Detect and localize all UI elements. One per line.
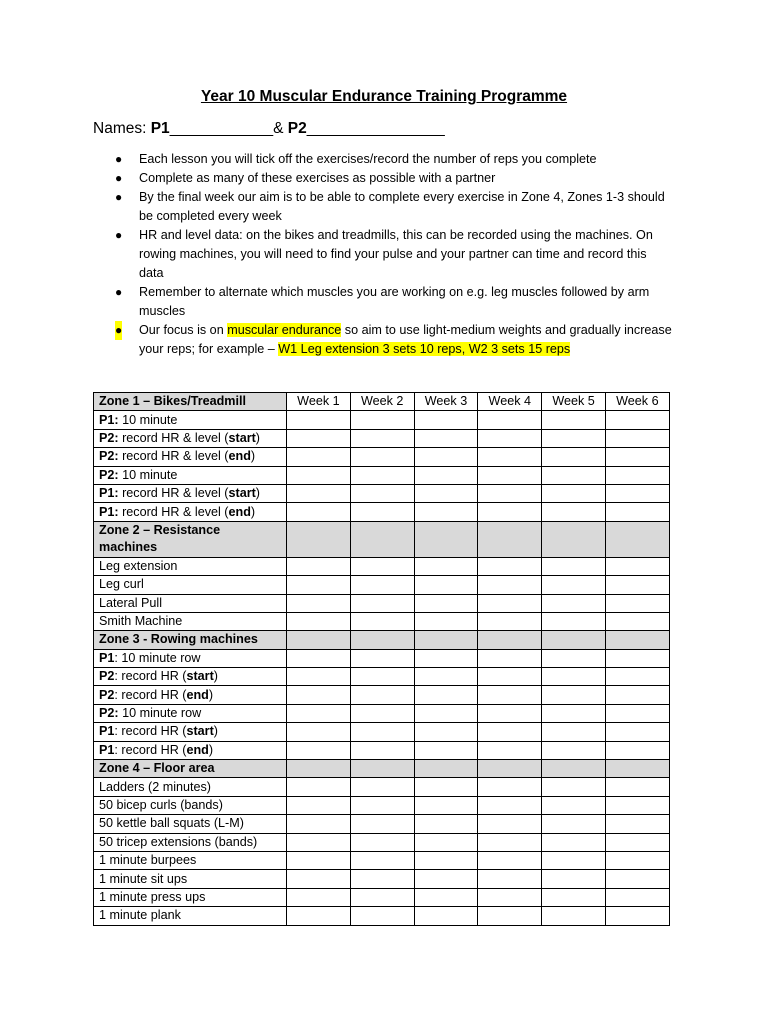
entry-cell[interactable] — [414, 851, 478, 869]
entry-cell[interactable] — [542, 851, 606, 869]
table-row — [94, 723, 670, 741]
amp: & — [273, 120, 288, 137]
entry-cell[interactable] — [542, 429, 606, 447]
entry-cell[interactable] — [414, 594, 478, 612]
exercise-label: P1: record HR & level (end) — [94, 503, 287, 521]
entry-cell[interactable] — [287, 484, 351, 502]
entry-cell[interactable] — [605, 448, 669, 466]
exercise-label: Leg extension — [94, 557, 287, 575]
exercise-label: P1: record HR (start) — [94, 723, 287, 741]
entry-cell[interactable] — [287, 888, 351, 906]
entry-cell[interactable] — [478, 576, 542, 594]
zone-cell — [542, 760, 606, 778]
entry-cell[interactable] — [287, 557, 351, 575]
zone-cell — [478, 521, 542, 557]
entry-cell[interactable] — [287, 723, 351, 741]
entry-cell[interactable] — [542, 888, 606, 906]
exercise-label: P2: record HR (end) — [94, 686, 287, 704]
entry-cell[interactable] — [287, 815, 351, 833]
entry-cell[interactable] — [478, 612, 542, 630]
entry-cell[interactable] — [287, 411, 351, 429]
table-row — [94, 503, 670, 521]
table-row — [94, 796, 670, 814]
zone-cell — [478, 631, 542, 649]
entry-cell[interactable] — [542, 594, 606, 612]
week-header: Week 2 — [350, 393, 414, 411]
bullet-icon: ● — [115, 152, 123, 166]
entry-cell[interactable] — [414, 686, 478, 704]
entry-cell[interactable] — [478, 815, 542, 833]
p1-label: P1 — [150, 120, 170, 137]
entry-cell[interactable] — [287, 503, 351, 521]
exercise-label: 50 bicep curls (bands) — [94, 796, 287, 814]
entry-cell[interactable] — [478, 741, 542, 759]
table-row — [94, 851, 670, 869]
zone-cell — [350, 521, 414, 557]
entry-cell[interactable] — [478, 778, 542, 796]
entry-cell[interactable] — [542, 796, 606, 814]
entry-cell[interactable] — [414, 907, 478, 925]
entry-cell[interactable] — [542, 907, 606, 925]
training-table — [93, 392, 670, 926]
entry-cell[interactable] — [605, 870, 669, 888]
exercise-label: P2: record HR (start) — [94, 668, 287, 686]
exercise-label: P1: 10 minute — [94, 411, 287, 429]
entry-cell[interactable] — [605, 686, 669, 704]
entry-cell[interactable] — [542, 686, 606, 704]
entry-cell[interactable] — [478, 796, 542, 814]
entry-cell[interactable] — [542, 778, 606, 796]
exercise-label: Lateral Pull — [94, 594, 287, 612]
entry-cell[interactable] — [605, 723, 669, 741]
entry-cell[interactable] — [478, 503, 542, 521]
entry-cell[interactable] — [478, 907, 542, 925]
entry-cell[interactable] — [605, 594, 669, 612]
exercise-label: 50 tricep extensions (bands) — [94, 833, 287, 851]
entry-cell[interactable] — [350, 503, 414, 521]
entry-cell[interactable] — [478, 429, 542, 447]
entry-cell[interactable] — [542, 649, 606, 667]
names-line — [93, 120, 445, 138]
week-header: Week 4 — [478, 393, 542, 411]
entry-cell[interactable] — [350, 815, 414, 833]
entry-cell[interactable] — [478, 668, 542, 686]
list-item: ● HR and level data: on the bikes and treadmills, this can be recorded using the machines. On rowing machines, you will need to find your pulse and your partner can time and record this data — [115, 228, 653, 280]
zone-title: Zone 4 – Floor area — [94, 760, 287, 778]
table-row — [94, 907, 670, 925]
entry-cell[interactable] — [350, 448, 414, 466]
zone-cell — [350, 760, 414, 778]
entry-cell[interactable] — [350, 429, 414, 447]
zone1-title: Zone 1 – Bikes/Treadmill — [94, 393, 287, 411]
entry-cell[interactable] — [287, 576, 351, 594]
entry-cell[interactable] — [478, 594, 542, 612]
entry-cell[interactable] — [542, 466, 606, 484]
entry-cell[interactable] — [287, 594, 351, 612]
table-row — [94, 778, 670, 796]
bullet-icon: ● — [115, 321, 122, 340]
entry-cell[interactable] — [414, 503, 478, 521]
entry-cell[interactable] — [350, 612, 414, 630]
exercise-label: Smith Machine — [94, 612, 287, 630]
entry-cell[interactable] — [542, 484, 606, 502]
entry-cell[interactable] — [350, 466, 414, 484]
entry-cell[interactable] — [478, 851, 542, 869]
entry-cell[interactable] — [605, 778, 669, 796]
list-item: ● Each lesson you will tick off the exercises/record the number of reps you complete — [93, 150, 673, 169]
highlight-text: W1 Leg extension 3 sets 10 reps, W2 3 sets 15 reps — [278, 342, 571, 356]
table-row — [94, 668, 670, 686]
entry-cell[interactable] — [414, 612, 478, 630]
zone-cell — [605, 631, 669, 649]
entry-cell[interactable] — [287, 870, 351, 888]
entry-cell[interactable] — [605, 704, 669, 722]
week-header: Week 6 — [605, 393, 669, 411]
entry-cell[interactable] — [478, 888, 542, 906]
entry-cell[interactable] — [605, 649, 669, 667]
table-row — [94, 411, 670, 429]
entry-cell[interactable] — [605, 815, 669, 833]
zone-cell — [414, 521, 478, 557]
entry-cell[interactable] — [605, 612, 669, 630]
exercise-label: 1 minute press ups — [94, 888, 287, 906]
entry-cell[interactable] — [605, 796, 669, 814]
table-body — [94, 411, 670, 925]
exercise-label: 1 minute burpees — [94, 851, 287, 869]
entry-cell[interactable] — [350, 851, 414, 869]
table-row — [94, 612, 670, 630]
entry-cell[interactable] — [605, 503, 669, 521]
table-row — [94, 466, 670, 484]
entry-cell[interactable] — [478, 704, 542, 722]
entry-cell[interactable] — [287, 778, 351, 796]
week-header: Week 3 — [414, 393, 478, 411]
bullet-icon: ● — [115, 228, 123, 242]
entry-cell[interactable] — [287, 429, 351, 447]
bullet-icon: ● — [115, 285, 123, 299]
table-row — [94, 888, 670, 906]
entry-cell[interactable] — [478, 484, 542, 502]
entry-cell[interactable] — [478, 448, 542, 466]
bullet-icon: ● — [115, 171, 123, 185]
exercise-label: P1: record HR & level (start) — [94, 484, 287, 502]
entry-cell[interactable] — [542, 411, 606, 429]
list-item: ● Remember to alternate which muscles you are working on e.g. leg muscles followed by arm muscles — [115, 285, 650, 318]
table-row — [94, 429, 670, 447]
exercise-label: 1 minute plank — [94, 907, 287, 925]
p1-blank: ____________ — [169, 120, 274, 137]
entry-cell[interactable] — [478, 870, 542, 888]
entry-cell[interactable] — [542, 557, 606, 575]
entry-cell[interactable] — [414, 429, 478, 447]
bullet-icon: ● — [115, 190, 123, 204]
zone-title: Zone 2 – Resistance machines — [94, 521, 287, 557]
entry-cell[interactable] — [287, 448, 351, 466]
highlight-text: muscular endurance — [227, 323, 342, 337]
entry-cell[interactable] — [414, 466, 478, 484]
entry-cell[interactable] — [414, 815, 478, 833]
exercise-label: 50 kettle ball squats (L-M) — [94, 815, 287, 833]
entry-cell[interactable] — [287, 668, 351, 686]
entry-cell[interactable] — [478, 411, 542, 429]
entry-cell[interactable] — [605, 851, 669, 869]
entry-cell[interactable] — [414, 557, 478, 575]
entry-cell[interactable] — [350, 870, 414, 888]
entry-cell[interactable] — [414, 448, 478, 466]
table-row — [94, 649, 670, 667]
names-label: Names: — [93, 120, 147, 137]
zone-cell — [287, 631, 351, 649]
entry-cell[interactable] — [350, 557, 414, 575]
entry-cell[interactable] — [605, 429, 669, 447]
entry-cell[interactable] — [350, 649, 414, 667]
entry-cell[interactable] — [542, 503, 606, 521]
zone-header-row — [94, 521, 670, 557]
entry-cell[interactable] — [478, 723, 542, 741]
entry-cell[interactable] — [350, 888, 414, 906]
zone-cell — [542, 631, 606, 649]
entry-cell[interactable] — [542, 668, 606, 686]
entry-cell[interactable] — [542, 704, 606, 722]
table-row — [94, 448, 670, 466]
entry-cell[interactable] — [350, 778, 414, 796]
table-row — [94, 870, 670, 888]
zone-header-row — [94, 631, 670, 649]
entry-cell[interactable] — [350, 594, 414, 612]
entry-cell[interactable] — [478, 649, 542, 667]
entry-cell[interactable] — [287, 686, 351, 704]
entry-cell[interactable] — [287, 704, 351, 722]
week-header: Week 1 — [287, 393, 351, 411]
entry-cell[interactable] — [287, 851, 351, 869]
table-row — [94, 704, 670, 722]
zone-cell — [542, 521, 606, 557]
entry-cell[interactable] — [478, 557, 542, 575]
exercise-label: P2: 10 minute — [94, 466, 287, 484]
entry-cell[interactable] — [350, 741, 414, 759]
entry-cell[interactable] — [605, 557, 669, 575]
entry-cell[interactable] — [287, 833, 351, 851]
entry-cell[interactable] — [287, 796, 351, 814]
entry-cell[interactable] — [478, 686, 542, 704]
entry-cell[interactable] — [414, 484, 478, 502]
zone-cell — [350, 631, 414, 649]
table-row — [94, 741, 670, 759]
entry-cell[interactable] — [414, 668, 478, 686]
entry-cell[interactable] — [414, 888, 478, 906]
entry-cell[interactable] — [478, 833, 542, 851]
zone-cell — [478, 760, 542, 778]
exercise-label: P1: record HR (end) — [94, 741, 287, 759]
entry-cell[interactable] — [605, 576, 669, 594]
entry-cell[interactable] — [605, 741, 669, 759]
entry-cell[interactable] — [605, 888, 669, 906]
entry-cell[interactable] — [414, 411, 478, 429]
entry-cell[interactable] — [414, 796, 478, 814]
zone-cell — [287, 521, 351, 557]
table-row — [94, 576, 670, 594]
instructions-list — [93, 150, 673, 359]
zone-cell — [605, 760, 669, 778]
entry-cell[interactable] — [350, 686, 414, 704]
entry-cell[interactable] — [605, 484, 669, 502]
entry-cell[interactable] — [350, 484, 414, 502]
entry-cell[interactable] — [350, 723, 414, 741]
entry-cell[interactable] — [478, 466, 542, 484]
table-row — [94, 815, 670, 833]
entry-cell[interactable] — [414, 723, 478, 741]
entry-cell[interactable] — [350, 907, 414, 925]
page-title: Year 10 Muscular Endurance Training Programme — [200, 88, 568, 105]
list-item: ● Complete as many of these exercises as possible with a partner — [93, 169, 673, 188]
exercise-label: Ladders (2 minutes) — [94, 778, 287, 796]
entry-cell[interactable] — [605, 668, 669, 686]
zone-title: Zone 3 - Rowing machines — [94, 631, 287, 649]
entry-cell[interactable] — [350, 796, 414, 814]
entry-cell[interactable] — [287, 741, 351, 759]
entry-cell[interactable] — [542, 723, 606, 741]
table-row — [94, 833, 670, 851]
exercise-label: P2: record HR & level (end) — [94, 448, 287, 466]
entry-cell[interactable] — [605, 411, 669, 429]
zone-cell — [605, 521, 669, 557]
zone-cell — [414, 631, 478, 649]
p2-label: P2 — [287, 120, 307, 137]
entry-cell[interactable] — [287, 612, 351, 630]
entry-cell[interactable] — [414, 778, 478, 796]
zone-header-row — [94, 760, 670, 778]
entry-cell[interactable] — [414, 833, 478, 851]
exercise-label: P1: 10 minute row — [94, 649, 287, 667]
table-header-row — [94, 393, 670, 411]
entry-cell[interactable] — [542, 815, 606, 833]
entry-cell[interactable] — [542, 612, 606, 630]
list-item: ● By the final week our aim is to be able to complete every exercise in Zone 4, Zones 1-3 should be completed every week — [115, 190, 665, 223]
table-row — [94, 686, 670, 704]
week-header: Week 5 — [542, 393, 606, 411]
entry-cell[interactable] — [605, 466, 669, 484]
entry-cell[interactable] — [350, 576, 414, 594]
entry-cell[interactable] — [350, 668, 414, 686]
table-row — [94, 594, 670, 612]
entry-cell[interactable] — [542, 448, 606, 466]
entry-cell[interactable] — [542, 741, 606, 759]
entry-cell[interactable] — [605, 833, 669, 851]
entry-cell[interactable] — [605, 907, 669, 925]
entry-cell[interactable] — [414, 870, 478, 888]
zone-cell — [287, 760, 351, 778]
exercise-label: 1 minute sit ups — [94, 870, 287, 888]
table-row — [94, 557, 670, 575]
entry-cell[interactable] — [414, 576, 478, 594]
entry-cell[interactable] — [542, 833, 606, 851]
entry-cell[interactable] — [414, 704, 478, 722]
entry-cell[interactable] — [287, 907, 351, 925]
entry-cell[interactable] — [287, 466, 351, 484]
entry-cell[interactable] — [350, 411, 414, 429]
entry-cell[interactable] — [542, 576, 606, 594]
entry-cell[interactable] — [414, 649, 478, 667]
entry-cell[interactable] — [414, 741, 478, 759]
entry-cell[interactable] — [350, 704, 414, 722]
entry-cell[interactable] — [287, 649, 351, 667]
entry-cell[interactable] — [542, 870, 606, 888]
zone-cell — [414, 760, 478, 778]
exercise-label: P2: record HR & level (start) — [94, 429, 287, 447]
exercise-label: P2: 10 minute row — [94, 704, 287, 722]
entry-cell[interactable] — [350, 833, 414, 851]
exercise-label: Leg curl — [94, 576, 287, 594]
p2-blank: ________________ — [306, 120, 445, 137]
list-item: ● Our focus is on muscular endurance so aim to use light-medium weights and gradually increase your reps; for example – W1 Leg extension 3 sets 10 reps, W2 3 sets 15 reps — [115, 323, 672, 356]
table-row — [94, 484, 670, 502]
